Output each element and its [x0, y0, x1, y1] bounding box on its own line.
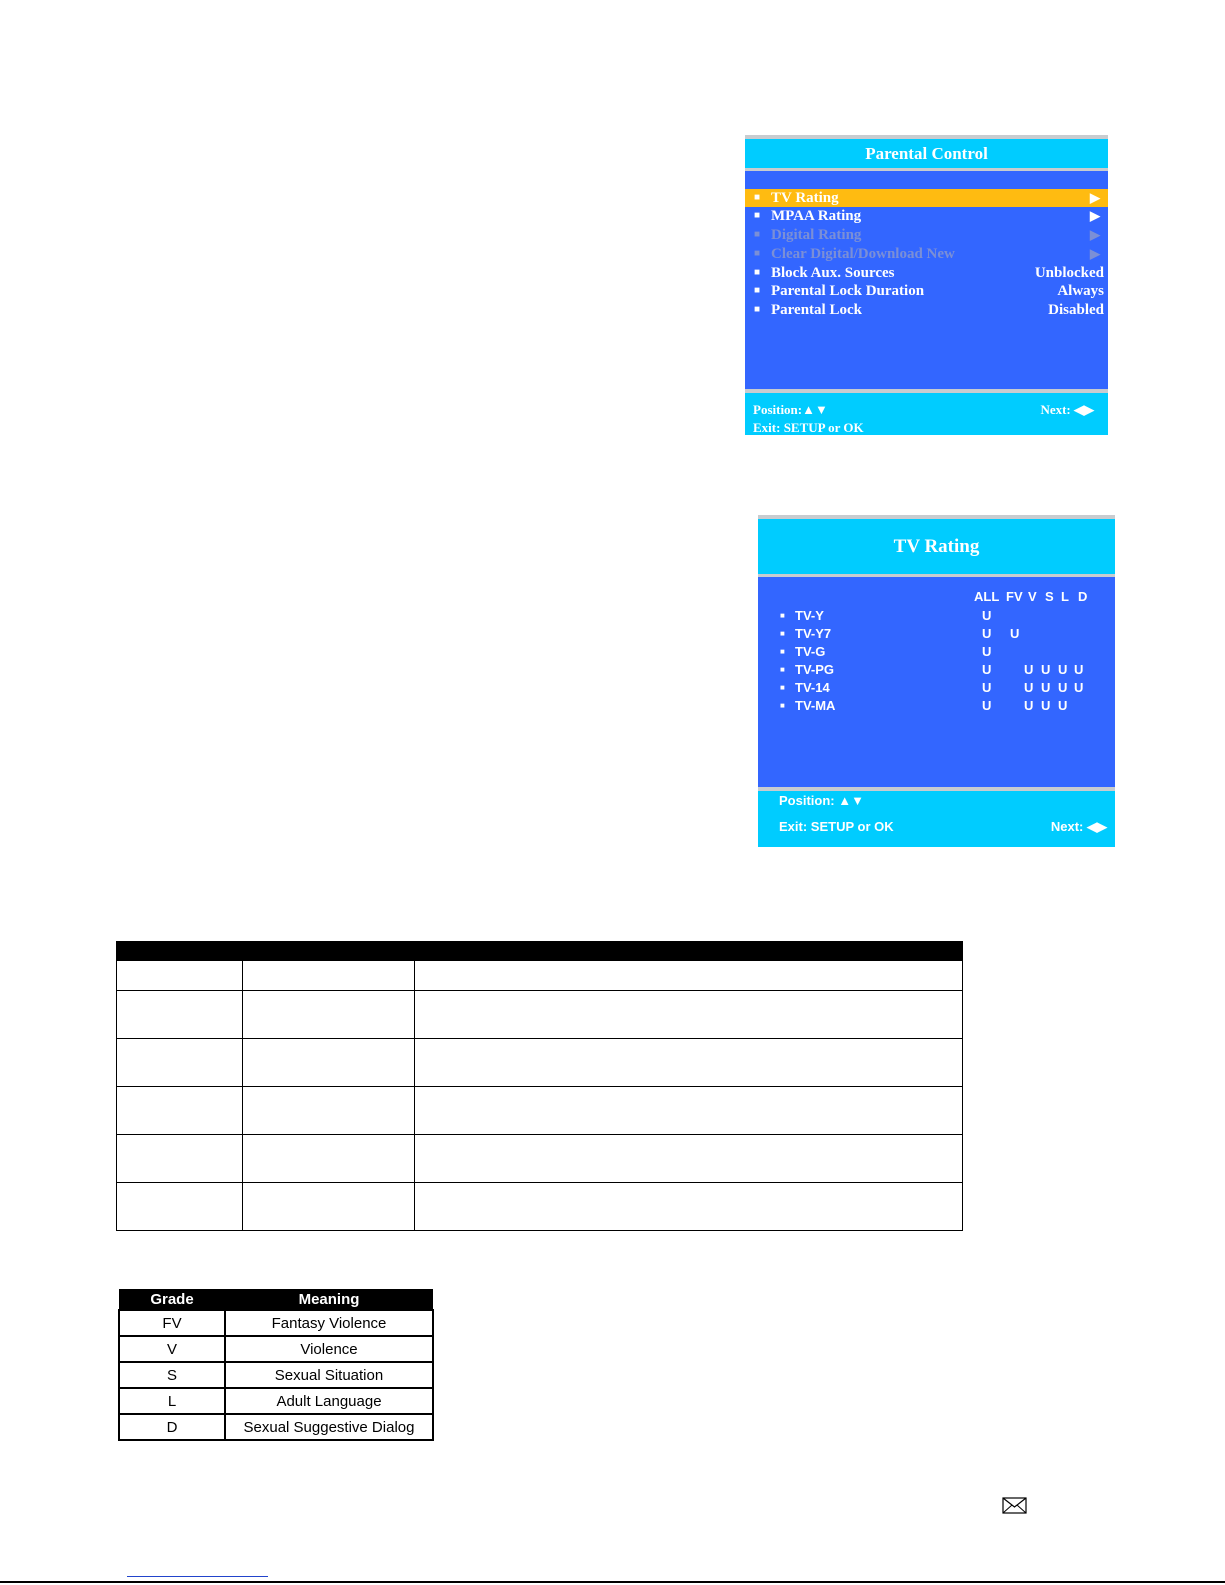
- rating-lock-mark[interactable]: U: [1024, 698, 1034, 713]
- footer-position-hint: Position:▲▼: [753, 402, 828, 417]
- hyperlink-underline[interactable]: [127, 1576, 268, 1577]
- ratings-table: [116, 941, 963, 1231]
- rating-row-tv-14[interactable]: [758, 680, 1115, 697]
- footer-exit-hint: Exit: SETUP or OK: [779, 819, 894, 834]
- table-row: [117, 991, 963, 1039]
- menu-item-label: Clear Digital/Download New: [771, 246, 955, 262]
- meaning-cell: Fantasy Violence: [225, 1310, 433, 1336]
- table-header-cell: [415, 942, 963, 961]
- bullet-icon: ■: [780, 665, 785, 674]
- bullet-icon: ■: [754, 210, 761, 221]
- column-header-all: ALL: [974, 589, 1000, 604]
- rating-lock-mark[interactable]: U: [1058, 698, 1068, 713]
- table-row: [119, 1336, 433, 1362]
- parental-control-title: Parental Control: [745, 135, 1108, 171]
- menu-item-label: TV Rating: [771, 190, 839, 206]
- page-bottom-rule: [0, 1581, 1225, 1583]
- parental-control-menu: [745, 135, 1108, 435]
- bullet-icon: ■: [754, 285, 761, 296]
- rating-row-tv-g[interactable]: [758, 644, 1115, 661]
- table-row: [119, 1388, 433, 1414]
- rating-lock-mark[interactable]: U: [1041, 662, 1051, 677]
- bullet-icon: ■: [754, 229, 761, 240]
- tv-rating-menu: [758, 515, 1115, 847]
- table-row: [119, 1362, 433, 1388]
- arrow-right-icon: ▶: [1090, 246, 1100, 261]
- rating-lock-mark[interactable]: U: [1058, 680, 1068, 695]
- table-row: [117, 1087, 963, 1135]
- column-header-l: L: [1061, 589, 1069, 604]
- table-row: [119, 1310, 433, 1336]
- table-row: [117, 1039, 963, 1087]
- bullet-icon: ■: [754, 304, 761, 315]
- grade-header: Grade: [119, 1289, 225, 1310]
- bullet-icon: ■: [754, 192, 761, 203]
- menu-item-label: MPAA Rating: [771, 208, 862, 224]
- column-header-fv: FV: [1006, 589, 1023, 604]
- footer-exit-hint: Exit: SETUP or OK: [753, 420, 864, 435]
- footer-position-hint: Position: ▲▼: [779, 793, 864, 808]
- meaning-cell: Violence: [225, 1336, 433, 1362]
- grade-cell: L: [119, 1388, 225, 1414]
- menu-item-clear-digital-download-new[interactable]: [745, 245, 1108, 263]
- rating-lock-mark[interactable]: U: [1024, 662, 1034, 677]
- menu-item-mpaa-rating[interactable]: [745, 207, 1108, 225]
- rating-lock-mark[interactable]: U: [982, 662, 992, 677]
- menu-item-label: Parental Lock: [771, 302, 862, 318]
- menu-item-tv-rating[interactable]: [745, 189, 1108, 207]
- bullet-icon: ■: [780, 647, 785, 656]
- tv-rating-title: TV Rating: [758, 515, 1115, 577]
- rating-label: TV-PG: [795, 662, 835, 677]
- rating-lock-mark[interactable]: U: [982, 680, 992, 695]
- grade-cell: FV: [119, 1310, 225, 1336]
- rating-row-tv-y[interactable]: [758, 608, 1115, 625]
- table-row: [117, 1135, 963, 1183]
- rating-lock-mark[interactable]: U: [1074, 662, 1084, 677]
- rating-label: TV-Y7: [795, 626, 832, 641]
- parental-control-footer: [745, 389, 1108, 435]
- meaning-header: Meaning: [225, 1289, 433, 1310]
- grade-cell: D: [119, 1414, 225, 1440]
- menu-item-parental-lock[interactable]: [745, 301, 1108, 319]
- grade-meaning-table: [118, 1289, 434, 1441]
- rating-label: TV-14: [795, 680, 830, 695]
- menu-item-label: Block Aux. Sources: [771, 265, 895, 281]
- footer-next-hint: Next: ◀▶: [1040, 402, 1094, 417]
- menu-item-parental-lock-duration[interactable]: [745, 282, 1108, 300]
- meaning-cell: Adult Language: [225, 1388, 433, 1414]
- menu-item-value: Always: [1057, 283, 1104, 299]
- bullet-icon: ■: [780, 611, 785, 620]
- column-header-s: S: [1045, 589, 1054, 604]
- table-header-cell: [117, 942, 243, 961]
- grade-cell: S: [119, 1362, 225, 1388]
- bullet-icon: ■: [780, 683, 785, 692]
- menu-item-label: Digital Rating: [771, 227, 862, 243]
- rating-row-tv-pg[interactable]: [758, 662, 1115, 679]
- menu-item-value: Unblocked: [1034, 265, 1104, 281]
- menu-item-value: Disabled: [1048, 302, 1104, 318]
- rating-lock-mark[interactable]: U: [1041, 680, 1051, 695]
- grade-cell: V: [119, 1336, 225, 1362]
- column-header-d: D: [1078, 589, 1088, 604]
- table-header-cell: [243, 942, 415, 961]
- column-header-v: V: [1028, 589, 1037, 604]
- rating-row-tv-ma[interactable]: [758, 698, 1115, 715]
- menu-item-digital-rating[interactable]: [745, 226, 1108, 244]
- rating-lock-mark[interactable]: U: [1058, 662, 1068, 677]
- bullet-icon: ■: [780, 701, 785, 710]
- tv-rating-footer: [758, 787, 1115, 847]
- bullet-icon: ■: [780, 629, 785, 638]
- envelope-icon[interactable]: [1002, 1496, 1028, 1516]
- rating-lock-mark[interactable]: U: [1024, 680, 1034, 695]
- table-row: [117, 1183, 963, 1231]
- rating-lock-mark[interactable]: U: [982, 608, 992, 623]
- rating-lock-mark[interactable]: U: [982, 626, 992, 641]
- bullet-icon: ■: [754, 248, 761, 259]
- rating-lock-mark[interactable]: U: [1074, 680, 1084, 695]
- menu-item-block-aux-sources[interactable]: [745, 264, 1108, 282]
- rating-lock-mark[interactable]: U: [982, 698, 992, 713]
- footer-next-hint: Next: ◀▶: [1050, 819, 1107, 834]
- table-row: [119, 1414, 433, 1440]
- table-row: [117, 961, 963, 991]
- arrow-right-icon: ▶: [1090, 190, 1100, 205]
- arrow-right-icon: ▶: [1090, 208, 1100, 223]
- bullet-icon: ■: [754, 267, 761, 278]
- rating-label: TV-G: [795, 644, 826, 659]
- rating-label: TV-Y: [795, 608, 824, 623]
- arrow-right-icon: ▶: [1090, 227, 1100, 242]
- rating-label: TV-MA: [795, 698, 836, 713]
- rating-lock-mark[interactable]: U: [1010, 626, 1020, 641]
- rating-lock-mark[interactable]: U: [982, 644, 992, 659]
- menu-item-label: Parental Lock Duration: [771, 283, 925, 299]
- rating-lock-mark[interactable]: U: [1041, 698, 1051, 713]
- meaning-cell: Sexual Situation: [225, 1362, 433, 1388]
- meaning-cell: Sexual Suggestive Dialog: [225, 1414, 433, 1440]
- rating-row-tv-y7[interactable]: [758, 626, 1115, 643]
